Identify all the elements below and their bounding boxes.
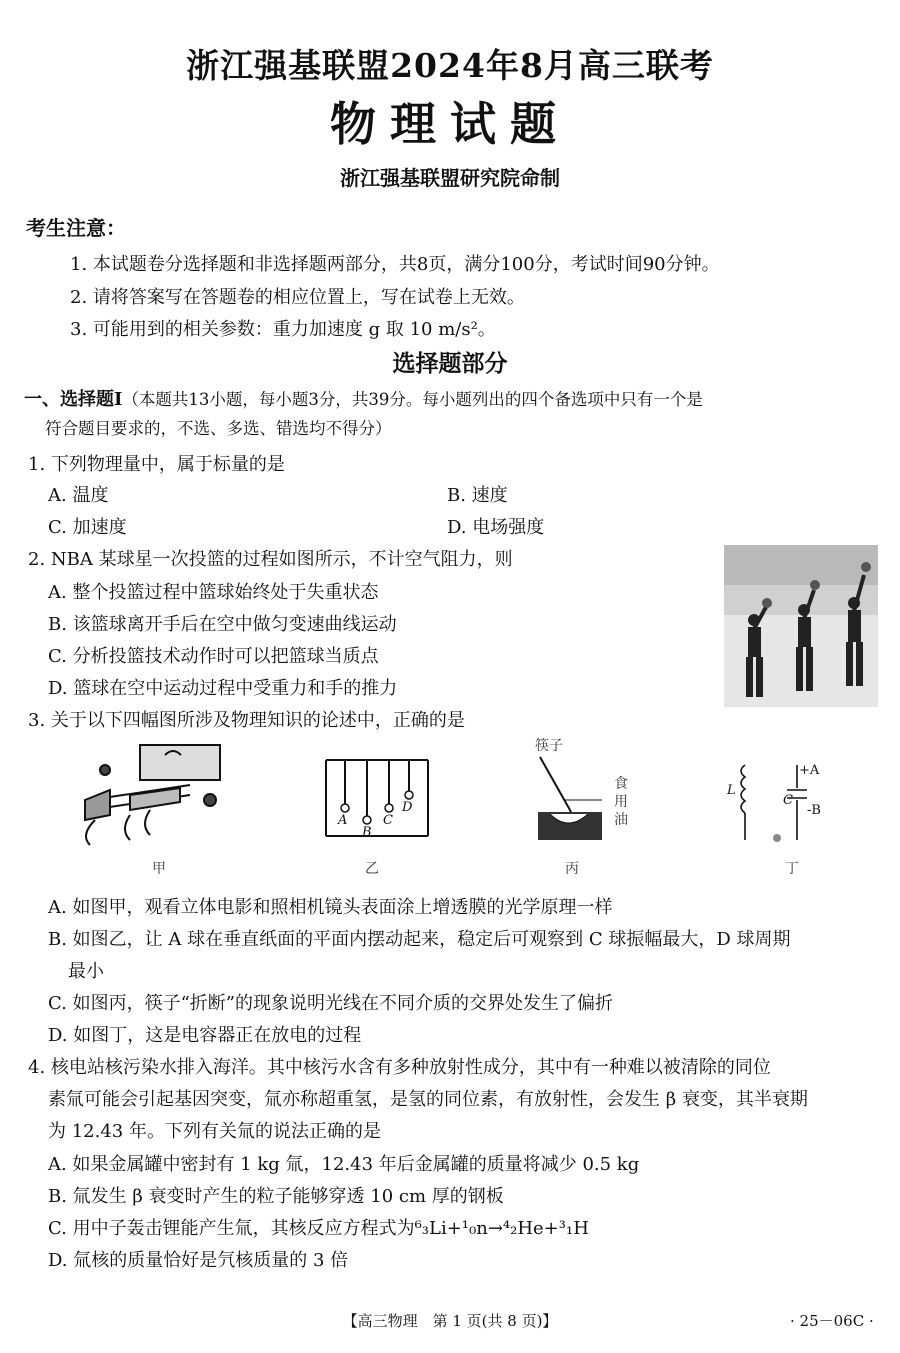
figure-ding (725, 760, 835, 845)
q2-option-a: A. 整个投篮过程中篮球始终处于失重状态 (48, 582, 379, 603)
oil-label-1: 食 (614, 776, 628, 792)
figure-jia (70, 740, 230, 850)
part1-desc: （本题共13小题，每小题3分，共39分。每小题列出的四个备选项中只有一个是 (122, 390, 703, 409)
notice-item-3: 3. 可能用到的相关参数：重力加速度 g 取 10 m/s²。 (70, 319, 496, 340)
figure-label-yi: 乙 (365, 861, 379, 877)
notice-item-2: 2. 请将答案写在答题卷的相应位置上，写在试卷上无效。 (70, 287, 525, 308)
exam-title: 浙江强基联盟2024年8月高三联考 (186, 46, 714, 85)
pendulum-label-a: A (338, 813, 348, 828)
oil-label (614, 775, 628, 829)
q4-stem-1: 4. 核电站核污染水排入海洋。其中核污水含有多种放射性成分，其中有一种难以被清除的同位 (28, 1057, 771, 1078)
q1-option-c: C. 加速度 (48, 517, 127, 538)
inductor-label: L (727, 783, 736, 798)
page-footer: 【高三物理 第 1 页(共 8 页)】 (342, 1312, 558, 1330)
q3-option-b: B. 如图乙，让 A 球在垂直纸面的平面内摆动起来，稳定后可观察到 C 球振幅最大，D 球周期 (48, 929, 791, 950)
q1-option-a: A. 温度 (48, 485, 109, 506)
q4-option-a: A. 如果金属罐中密封有 1 kg 氚，12.43 年后金属罐的质量将减少 0.5 kg (48, 1154, 640, 1175)
notice-heading: 考生注意： (26, 216, 126, 240)
chopsticks-label: 筷子 (535, 738, 563, 754)
author-line: 浙江强基联盟研究院命制 (340, 166, 560, 190)
q1-option-d: D. 电场强度 (447, 517, 545, 538)
section-title: 选择题部分 (392, 350, 508, 377)
capacitor-label: C (783, 793, 793, 808)
plate-b-label: -B (807, 803, 821, 818)
q4-stem-3: 为 12.43 年。下列有关氚的说法正确的是 (48, 1121, 381, 1142)
part1-header (24, 385, 703, 411)
q4-stem-2: 素氚可能会引起基因突变，氚亦称超重氢，是氢的同位素，有放射性，会发生 β 衰变，其半衰期 (48, 1089, 808, 1110)
q3-option-a: A. 如图甲，观看立体电影和照相机镜头表面涂上增透膜的光学原理一样 (48, 897, 613, 918)
figure-label-ding: 丁 (785, 861, 799, 877)
figure-bing (530, 752, 610, 847)
figure-label-jia: 甲 (152, 861, 166, 877)
q4-option-b: B. 氚发生 β 衰变时产生的粒子能够穿透 10 cm 厚的钢板 (48, 1186, 504, 1207)
q4-option-d: D. 氚核的质量恰好是氕核质量的 3 倍 (48, 1250, 349, 1271)
pendulum-label-c: C (383, 813, 393, 828)
figure-label-bing: 丙 (565, 861, 579, 877)
part1-desc-2: 符合题目要求的，不选、多选、错选均不得分） (45, 419, 392, 438)
q2-stem: 2. NBA 某球星一次投篮的过程如图所示，不计空气阻力，则 (28, 549, 513, 570)
notice-item-1: 1. 本试题卷分选择题和非选择题两部分，共8页，满分100分，考试时间90分钟。 (70, 254, 720, 275)
q1-option-b: B. 速度 (447, 485, 508, 506)
oil-label-2: 用 (614, 794, 628, 810)
q2-option-b: B. 该篮球离开手后在空中做匀变速曲线运动 (48, 614, 397, 635)
oil-label-3: 油 (614, 812, 628, 828)
part1-label: 一、选择题Ⅰ (24, 389, 123, 410)
q2-option-c: C. 分析投篮技术动作时可以把篮球当质点 (48, 646, 379, 667)
basketball-photo (724, 545, 878, 707)
q3-option-b-cont: 最小 (68, 961, 104, 982)
q3-option-d: D. 如图丁，这是电容器正在放电的过程 (48, 1025, 362, 1046)
q3-stem: 3. 关于以下四幅图所涉及物理知识的论述中，正确的是 (28, 710, 465, 731)
q2-option-d: D. 篮球在空中运动过程中受重力和手的推力 (48, 678, 398, 699)
figure-yi (320, 758, 435, 838)
plate-a-label: +A (799, 763, 820, 778)
q1-stem: 1. 下列物理量中，属于标量的是 (28, 454, 285, 475)
exam-code: · 25－06C · (790, 1312, 874, 1330)
subject-title: 物理试题 (330, 97, 570, 151)
q3-option-c: C. 如图丙，筷子“折断”的现象说明光线在不同介质的交界处发生了偏折 (48, 993, 613, 1014)
pendulum-label-d: D (402, 800, 413, 815)
q4-option-c: C. 用中子轰击锂能产生氚，其核反应方程式为⁶₃Li+¹₀n→⁴₂He+³₁H (48, 1218, 589, 1239)
pendulum-label-b: B (362, 825, 372, 838)
